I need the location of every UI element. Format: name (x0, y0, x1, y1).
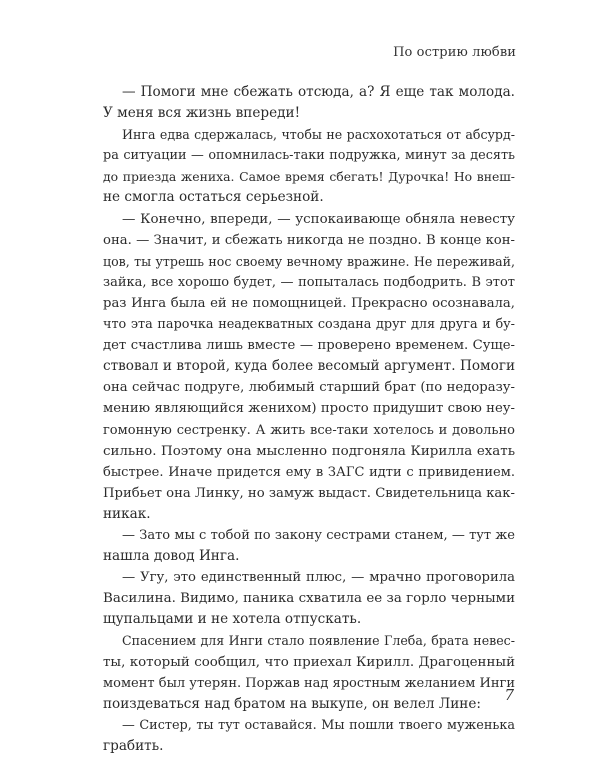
body-text (103, 82, 515, 757)
text-line: гомонную сестренку. А жить все-таки хотелось и довольно (103, 422, 515, 438)
page-number: 7 (504, 686, 514, 704)
text-line: никак. (103, 505, 151, 522)
text-line: поиздеваться над братом на выкупе, он велел Лине: (103, 695, 481, 712)
text-line: Инга едва сдержалась, чтобы не расхохотаться от абсурд- (122, 127, 515, 143)
text-line: она. — Значит, и сбежать никогда не поздно. В конце кон- (103, 232, 515, 248)
text-line: ра ситуации — опомнилась-таки подружка, минут за десять (103, 148, 515, 164)
text-line: — Систер, ты тут оставайся. Мы пошли твоего муженька (122, 717, 515, 733)
text-line: дет счастлива лишь вместе — проверено временем. Суще- (103, 338, 515, 354)
text-line: Прибьет она Линку, но замуж выдаст. Свидетельница как- (103, 485, 515, 501)
text-line: она сейчас подруге, любимый старший брат (по недоразу- (103, 380, 515, 396)
text-line: ты, который сообщил, что приехал Кирилл. Драгоценный (103, 654, 515, 670)
text-line: щупальцами и не хотела отпускать. (103, 611, 362, 628)
text-line: грабить. (103, 737, 164, 754)
text-line: У меня вся жизнь впереди! (103, 105, 301, 122)
text-line: нашла довод Инга. (103, 548, 240, 565)
text-line: сильно. Поэтому она мысленно подгоняла Кирилла ехать (103, 443, 515, 459)
text-line: не смогла остаться серьезной. (103, 189, 324, 206)
text-line: — Зато мы с тобой по закону сестрами станем, — тут же (122, 527, 515, 543)
text-line: мению являющийся женихом) просто придушит свою неу- (103, 401, 515, 417)
text-line: — Угу, это единственный плюс, — мрачно проговорила (122, 570, 515, 586)
text-line: что эта парочка неадекватных создана друг для друга и бу- (103, 317, 515, 333)
running-title: По острию любви (393, 45, 516, 60)
text-line: быстрее. Иначе придется ему в ЗАГС идти с привидением. (103, 464, 515, 480)
text-line: момент был утерян. Поржав над яростным желанием Инги (103, 675, 515, 691)
text-line: цов, ты утрешь нос своему вечному вражине. Не переживай, (103, 253, 515, 269)
text-line: Василина. Видимо, паника схватила ее за горло черными (103, 591, 515, 607)
text-line: — Конечно, впереди, — успокаивающе обняла невесту (122, 211, 515, 227)
text-line: зайка, все хорошо будет, — попыталась подбодрить. В этот (103, 274, 515, 290)
text-line: до приезда жениха. Самое время сбегать! Дурочка! Но внеш- (103, 169, 515, 185)
text-line: — Помоги мне сбежать отсюда, а? Я еще так молода. (122, 84, 515, 100)
text-line: Спасением для Инги стало появление Глеба, брата невес- (122, 633, 515, 649)
text-line: раз Инга была ей не помощницей. Прекрасно осознавала, (103, 295, 515, 311)
text-line: ствовал и второй, куда более весомый аргумент. Помоги (103, 358, 515, 375)
